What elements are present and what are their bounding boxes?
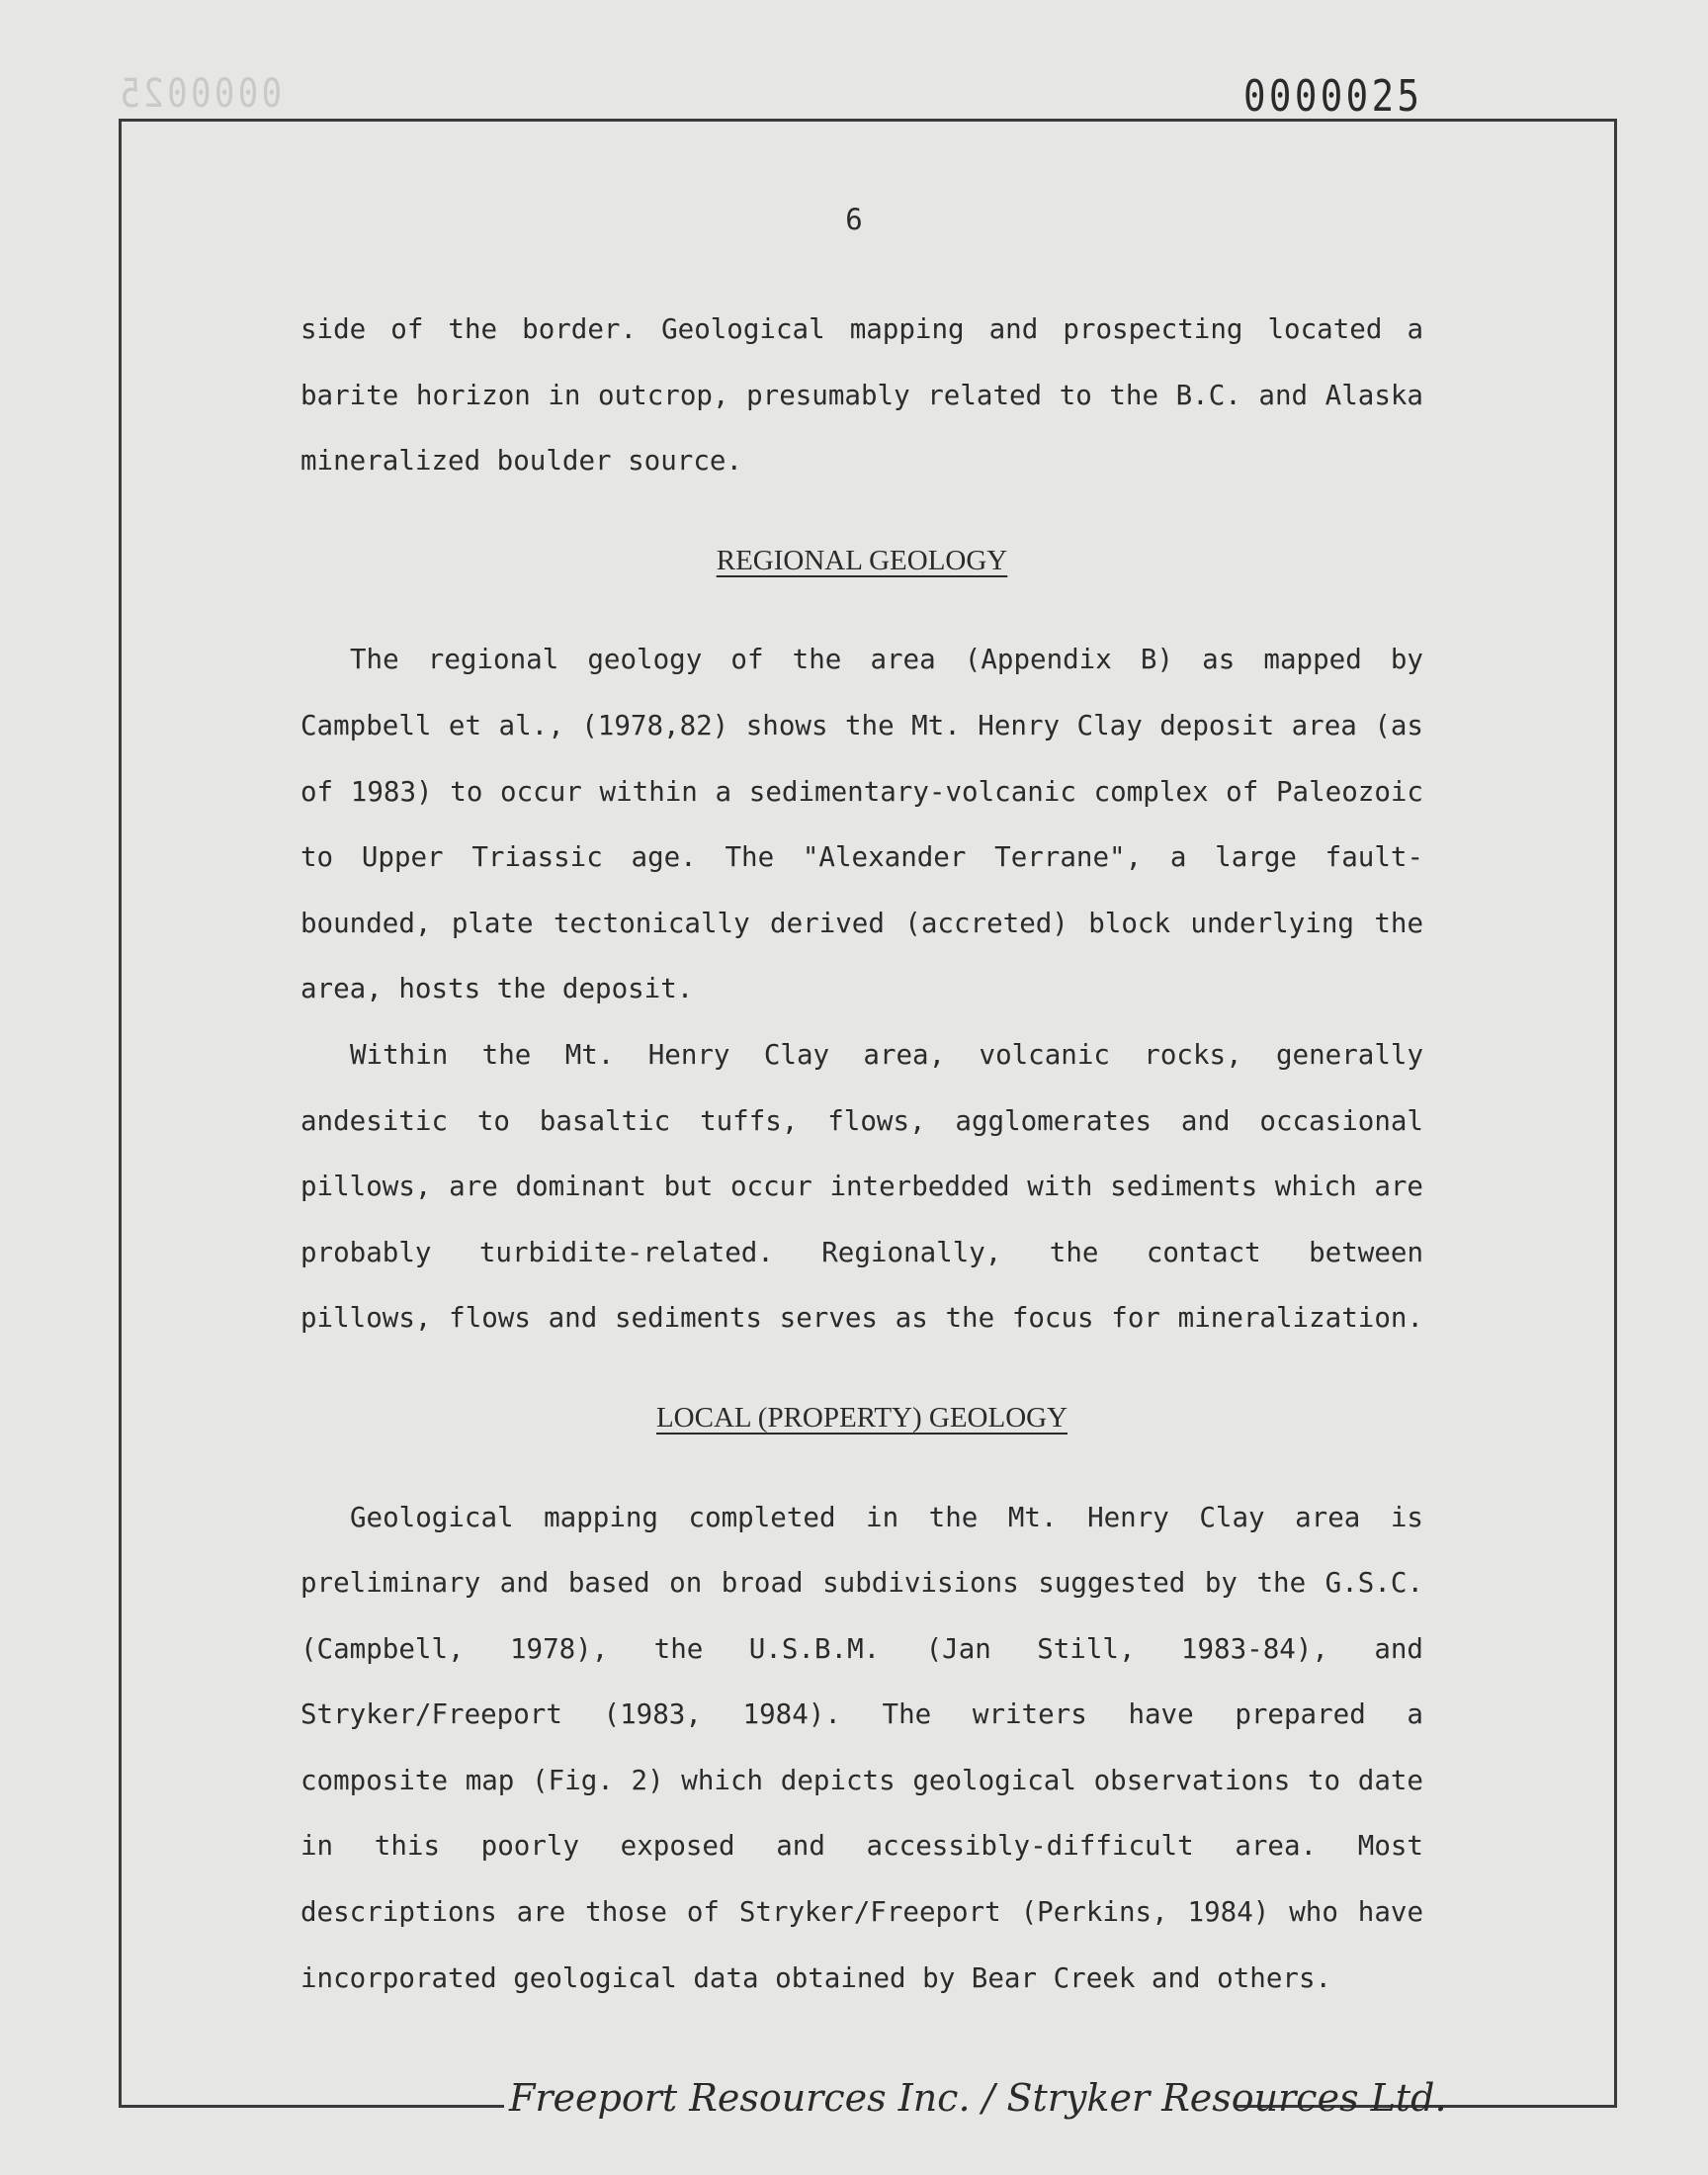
document-number: 0000025: [1243, 71, 1423, 122]
text-line: pillows, are dominant but occur interbedded with sediments which are: [300, 1171, 1423, 1203]
local-paragraph-1: [300, 1485, 1423, 2012]
page-number: 6: [845, 203, 863, 236]
text-line: Geological mapping completed in the Mt. Henry Clay area is: [350, 1501, 1423, 1533]
text-line: andesitic to basaltic tuffs, flows, agglomerates and occasional: [300, 1104, 1423, 1137]
text-line: to Upper Triassic age. The "Alexander Terrane", a large fault-: [300, 841, 1423, 874]
text-line: side of the border. Geological mapping and prospecting located a: [300, 313, 1423, 345]
regional-paragraph-1: [300, 627, 1423, 1022]
text-line: area, hosts the deposit.: [300, 973, 694, 1005]
intro-paragraph: [300, 297, 1423, 494]
text-line: composite map (Fig. 2) which depicts geological observations to date: [300, 1764, 1423, 1796]
text-line: pillows, flows and sediments serves as the focus for mineralization.: [300, 1302, 1423, 1335]
text-line: of 1983) to occur within a sedimentary-volcanic complex of Paleozoic: [300, 775, 1423, 808]
text-line: Campbell et al., (1978,82) shows the Mt. Henry Clay deposit area (as: [300, 709, 1423, 741]
text-line: preliminary and based on broad subdivisions suggested by the G.S.C.: [300, 1567, 1423, 1600]
text-line: Within the Mt. Henry Clay area, volcanic rocks, generally: [350, 1038, 1423, 1071]
footer-company-signature: Freeport Resources Inc. / Stryker Resources Ltd.: [509, 2076, 1447, 2120]
section-heading-regional-geology: REGIONAL GEOLOGY: [716, 544, 1008, 576]
text-line: in this poorly exposed and accessibly-difficult area. Most: [300, 1830, 1423, 1863]
text-line: barite horizon in outcrop, presumably related to the B.C. and Alaska: [300, 379, 1423, 411]
regional-paragraph-2: [300, 1022, 1423, 1351]
text-line: probably turbidite-related. Regionally, the contact between: [300, 1236, 1423, 1268]
section-heading-local-geology: LOCAL (PROPERTY) GEOLOGY: [655, 1401, 1068, 1434]
text-line: mineralized boulder source.: [300, 445, 743, 478]
text-line: bounded, plate tectonically derived (accreted) block underlying the: [300, 907, 1423, 939]
text-line: The regional geology of the area (Appendix B) as mapped by: [350, 644, 1423, 676]
text-line: (Campbell, 1978), the U.S.B.M. (Jan Still, 1983-84), and: [300, 1632, 1423, 1665]
text-line: descriptions are those of Stryker/Freeport (Perkins, 1984) who have: [300, 1896, 1423, 1929]
text-line: incorporated geological data obtained by Bear Creek and others.: [300, 1961, 1332, 1994]
document-body: [300, 297, 1423, 2011]
text-line: Stryker/Freeport (1983, 1984). The writers have prepared a: [300, 1698, 1423, 1731]
